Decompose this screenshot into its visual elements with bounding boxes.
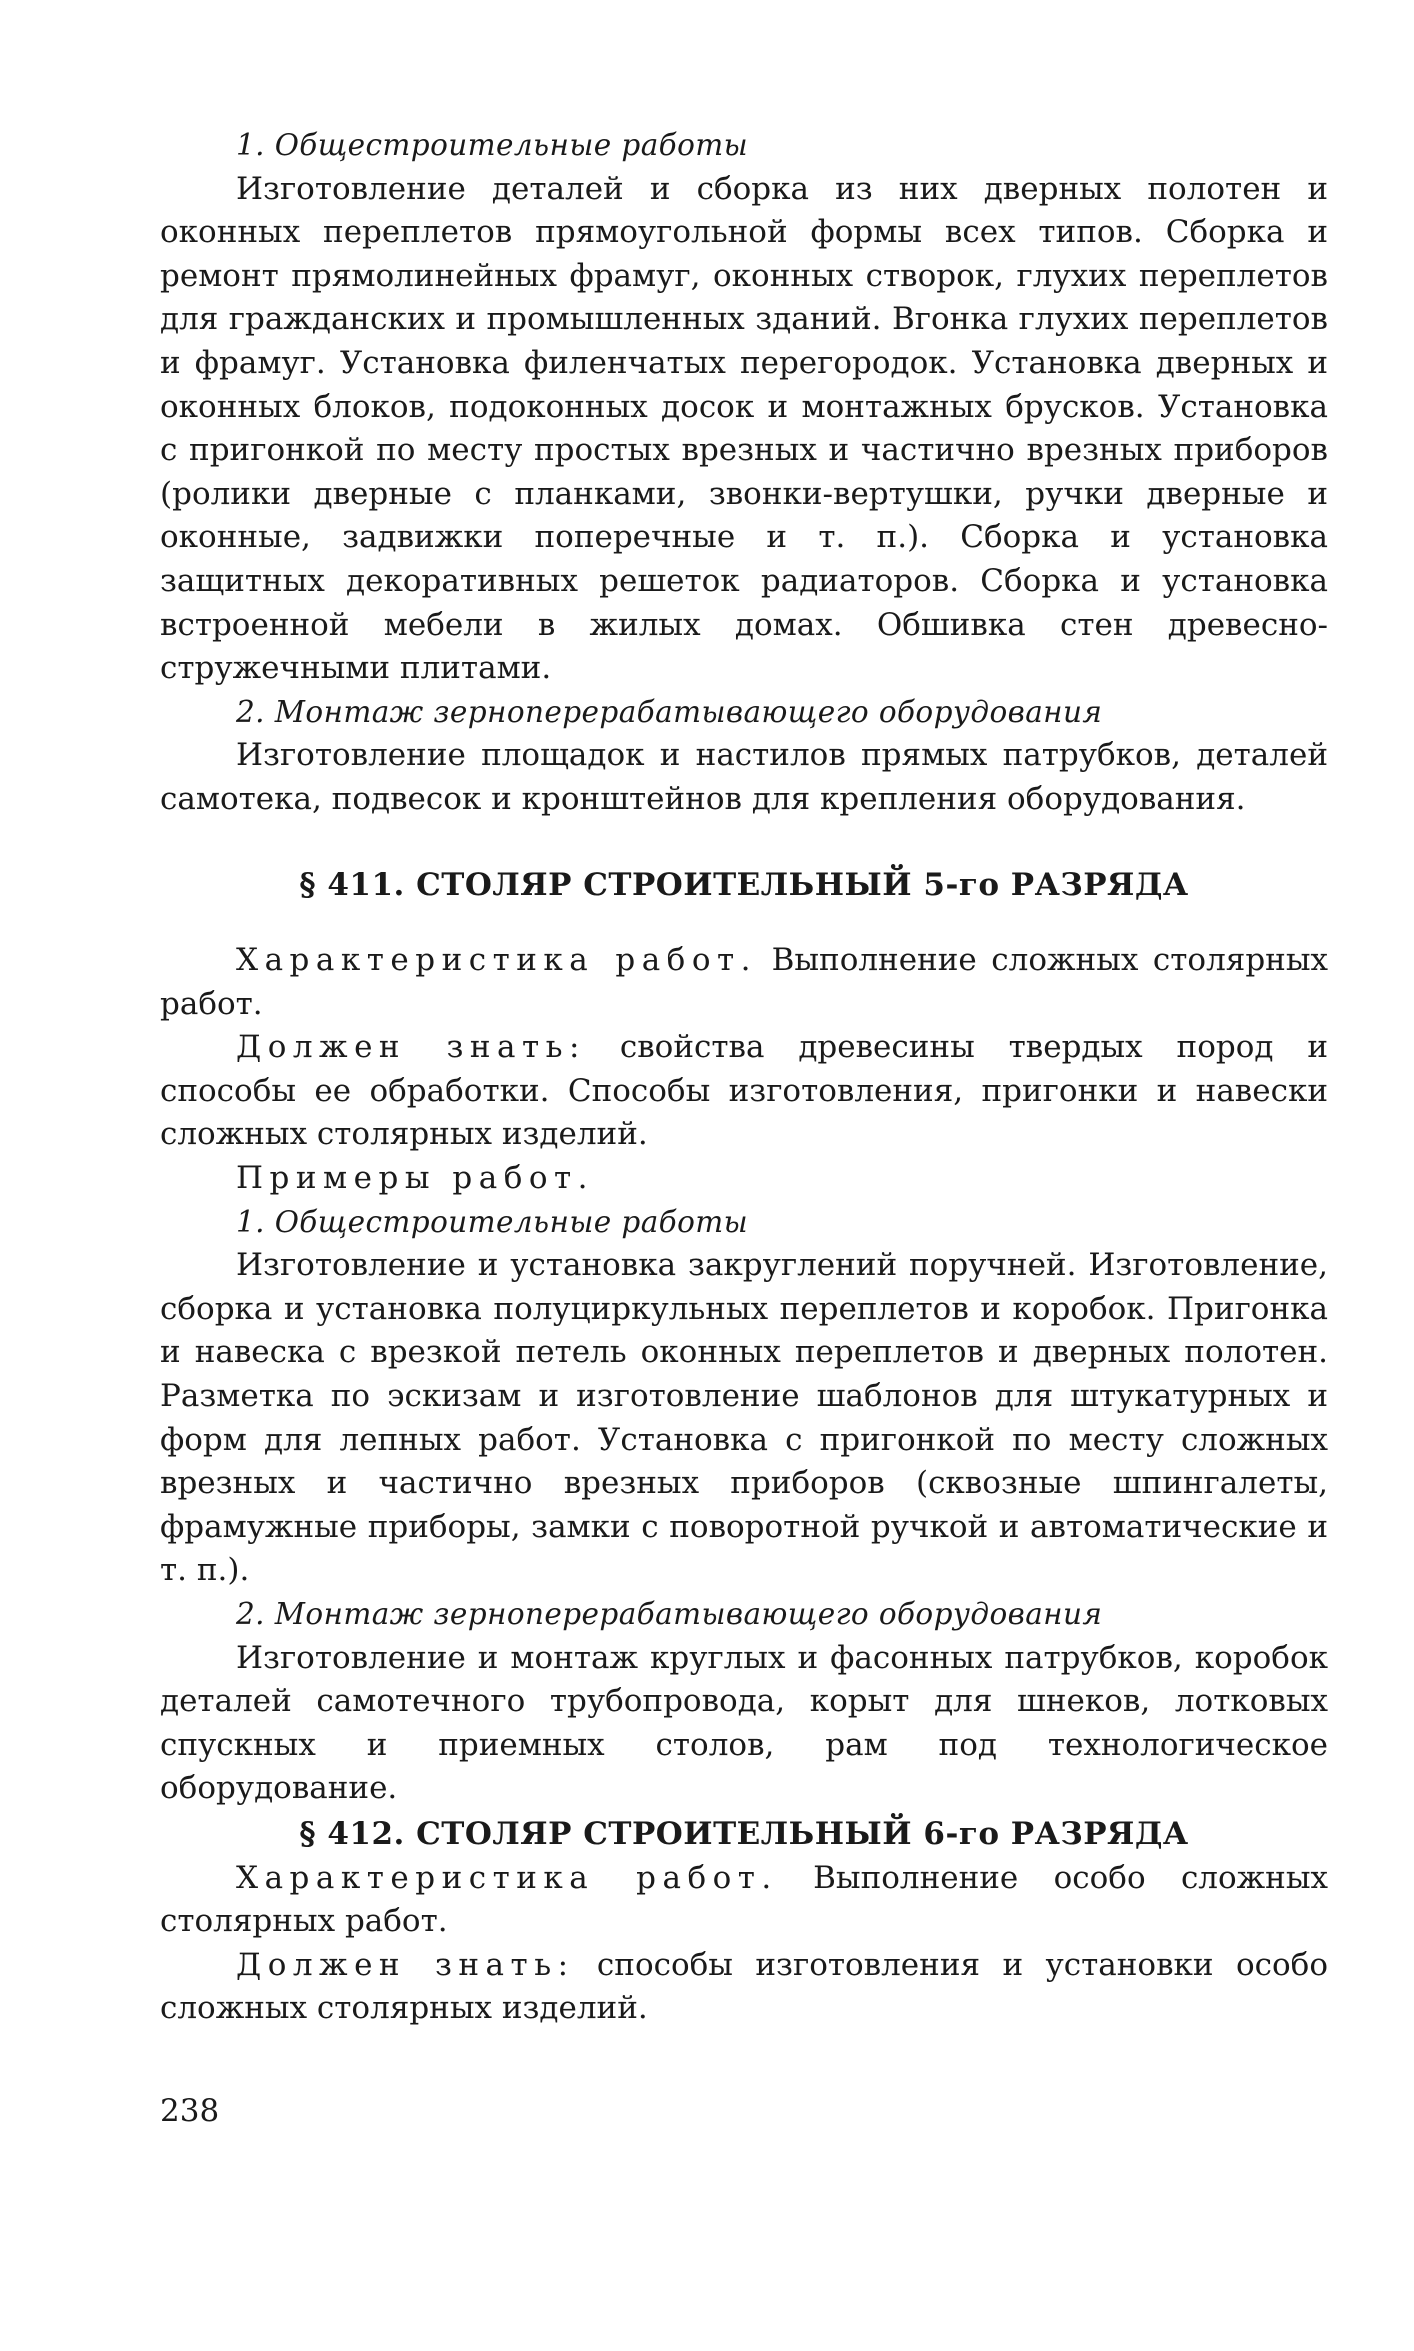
page-number: 238 bbox=[160, 2093, 220, 2129]
paragraph-grain-equipment-411: Изготовление и монтаж круглых и фасонных патрубков, коробок деталей самотечного трубопровода, корыт для шнеков, лотковых спускных и приемных столов, рам под технологическое оборудование. bbox=[160, 1639, 1328, 1807]
section-heading-411: § 411. СТОЛЯР СТРОИТЕЛЬНЫЙ 5-го РАЗРЯДА bbox=[299, 866, 1189, 903]
subsection-heading-general-works-411: 1. Общестроительные работы bbox=[236, 1204, 749, 1239]
subsection-heading-grain-equipment-411: 2. Монтаж зерноперерабатывающего оборудования bbox=[236, 1597, 1103, 1631]
paragraph-grain-equipment: Изготовление площадок и настилов прямых патрубков, деталей самотека, подвесок и кронштейнов для крепления оборудования. bbox=[160, 737, 1328, 817]
paragraph-characteristics-411 bbox=[160, 939, 1328, 1026]
paragraph-examples-411 bbox=[160, 1157, 1328, 1201]
text-characteristics: Выполнение сложных столярных работ. bbox=[160, 942, 1328, 1022]
paragraph-characteristics-412 bbox=[160, 1857, 1328, 1944]
label-examples: Примеры работ. bbox=[236, 1160, 595, 1197]
label-must-know: Должен знать: bbox=[236, 1946, 575, 1983]
text-must-know: свойства древесины твердых пород и способы ее обработки. Способы изготовления, пригонки и навески сложных столярных изделий. bbox=[160, 1029, 1328, 1153]
subsection-heading-grain-equipment: 2. Монтаж зерноперерабатывающего оборудования bbox=[236, 694, 1103, 729]
page-body bbox=[160, 124, 1328, 2031]
section-heading-412: § 412. СТОЛЯР СТРОИТЕЛЬНЫЙ 6-го РАЗРЯДА bbox=[299, 1815, 1189, 1852]
label-characteristics: Характеристика работ. bbox=[236, 942, 758, 979]
paragraph-must-know-412 bbox=[160, 1944, 1328, 2031]
paragraph-must-know-411 bbox=[160, 1026, 1328, 1157]
paragraph-general-works: Изготовление деталей и сборка из них дверных полотен и оконных переплетов прямоугольной формы всех типов. Сборка и ремонт прямолинейных фрамуг, оконных створок, глухих переплетов для гражданских и промышленных зданий. Вгонка глухих переплетов и фрамуг. Установка филенчатых перегородок. Установка дверных и оконных блоков, подоконных досок и монтажных брусков. Установка с пригонкой по месту простых врезных и частично врезных приборов (ролики дверные с планками, звонки-вертушки, ручки дверные и оконные, задвижки поперечные и т. п.). Сборка и установка защитных декоративных решеток радиаторов. Сборка и установка встроенной мебели в жилых домах. Обшивка стен древесно-стружечными плитами. bbox=[160, 170, 1328, 687]
text-characteristics: Выполнение особо сложных столярных работ. bbox=[160, 1859, 1329, 1940]
paragraph-general-works-411: Изготовление и установка закруглений поручней. Изготовление, сборка и установка полуциркульных переплетов и коробок. Пригонка и навеска с врезкой петель оконных переплетов и дверных полотен. Разметка по эскизам и изготовление шаблонов для штукатурных и форм для лепных работ. Установка с пригонкой по месту сложных врезных и частично врезных приборов (сквозные шпингалеты, фрамужные приборы, замки с поворотной ручкой и автоматические и т. п.). bbox=[160, 1247, 1328, 1589]
subsection-heading-general-works: 1. Общестроительные работы bbox=[236, 128, 749, 162]
label-must-know: Должен знать: bbox=[236, 1029, 586, 1066]
label-characteristics: Характеристика работ. bbox=[236, 1859, 778, 1896]
text-must-know: способы изготовления и установки особо сложных столярных изделий. bbox=[160, 1946, 1328, 2027]
